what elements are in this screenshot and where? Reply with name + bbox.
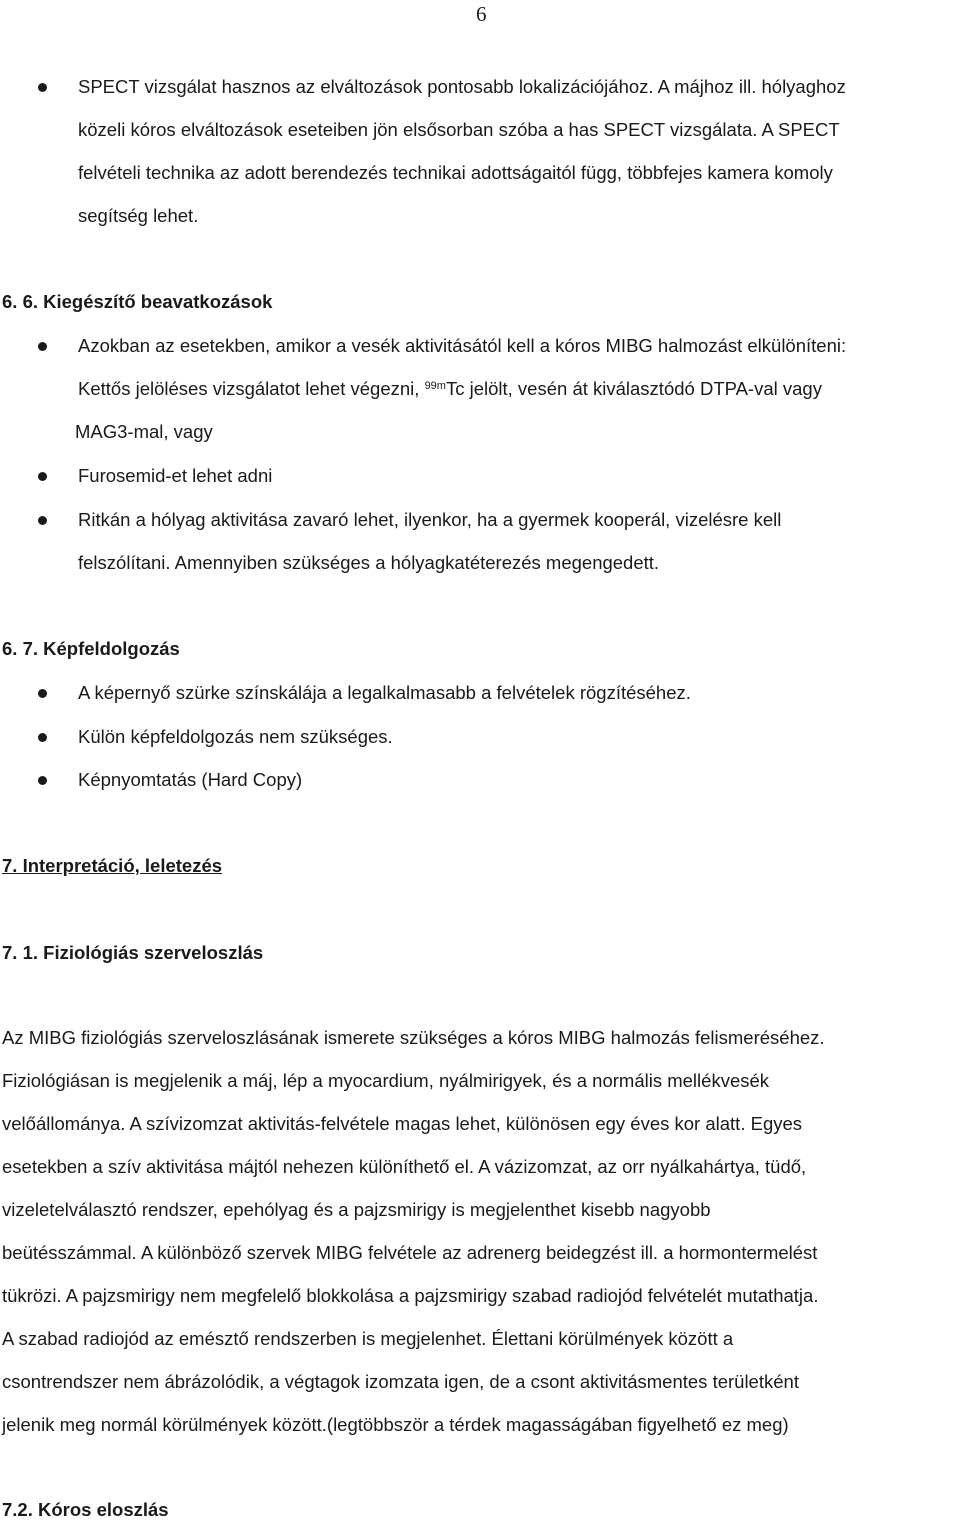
paragraph-line: jelenik meg normál körülmények között.(legtöbbször a térdek magasságában figyelhető ez meg) <box>2 1414 789 1435</box>
bullet <box>38 342 47 351</box>
section-heading-6-6: 6. 6. Kiegészítő beavatkozások <box>2 291 273 312</box>
section-heading-7-2: 7.2. Kóros eloszlás <box>2 1499 169 1520</box>
bullet <box>38 516 47 525</box>
bullet-3-line-1: Ritkán a hólyag aktivitása zavaró lehet, ilyenkor, ha a gyermek kooperál, vizelésre kell <box>78 509 782 530</box>
paragraph-line: Fiziológiásan is megjelenik a máj, lép a myocardium, nyálmirigyek, és a normális mellékvesék <box>2 1070 770 1091</box>
section-heading-6-7: 6. 7. Képfeldolgozás <box>2 638 180 659</box>
paragraph-line: vizeletelválasztó rendszer, epehólyag és a pajzsmirigy is megjelenthet kisebb nagyobb <box>2 1199 711 1220</box>
list-item: A képernyő szürke színskálája a legalkalmasabb a felvételek rögzítéséhez. <box>78 682 691 703</box>
paragraph-line: Az MIBG fiziológiás szerveloszlásának ismerete szükséges a kóros MIBG halmozás felismeréséhez. <box>2 1027 825 1048</box>
spect-line-2: közeli kóros elváltozások eseteiben jön elsősorban szóba a has SPECT vizsgálata. A SPECT <box>78 119 840 140</box>
bullet <box>38 83 47 92</box>
list-item: Képnyomtatás (Hard Copy) <box>78 769 303 790</box>
bullet <box>38 776 47 785</box>
isotope-superscript: 99m <box>424 380 446 392</box>
spect-line-1: SPECT vizsgálat hasznos az elváltozások pontosabb lokalizációjához. A májhoz ill. hólyaghoz <box>78 76 846 97</box>
bullet <box>38 689 47 698</box>
bullet-1-line-2: Kettős jelöléses vizsgálatot lehet végezni, $^{99m}$Tc jelölt, vesén át kiválasztódó DTPA-val vagy <box>78 378 822 399</box>
bullet-2: Furosemid-et lehet adni <box>78 465 273 486</box>
spect-line-4: segítség lehet. <box>78 205 199 226</box>
bullet-1-line-3: MAG3-mal, vagy <box>75 421 213 442</box>
page-number: 6 <box>476 2 487 26</box>
section-heading-7-1: 7. 1. Fiziológiás szerveloszlás <box>2 942 264 963</box>
bullet-1-line-1: Azokban az esetekben, amikor a vesék aktivitásától kell a kóros MIBG halmozást elkülöníteni: <box>78 335 847 356</box>
paragraph-line: velőállománya. A szívizomzat aktivitás-felvétele magas lehet, különösen egy éves kor alatt. Egyes <box>2 1113 803 1134</box>
bullet-3-line-2: felszólítani. Amennyiben szükséges a hólyagkatéterezés megengedett. <box>78 552 660 573</box>
bullet <box>38 472 47 481</box>
paragraph-line: csontrendszer nem ábrázolódik, a végtagok izomzata igen, de a csont aktivitásmentes területként <box>2 1371 799 1392</box>
paragraph-line: beütésszámmal. A különböző szervek MIBG felvétele az adrenerg beidegzést ill. a hormontermelést <box>2 1242 818 1263</box>
bullet <box>38 733 47 742</box>
paragraph-line: A szabad radiojód az emésztő rendszerben is megjelenhet. Élettani körülmények között a <box>2 1328 734 1349</box>
section-heading-7: 7. Interpretáció, leletezés <box>2 855 223 876</box>
paragraph-line: esetekben a szív aktivitása májtól nehezen különíthető el. A vázizomzat, az orr nyálkahártya, tüdő, <box>2 1156 807 1177</box>
spect-line-3: felvételi technika az adott berendezés technikai adottságaitól függ, többfejes kamera komoly <box>78 162 833 183</box>
list-item: Külön képfeldolgozás nem szükséges. <box>78 726 393 747</box>
paragraph-line: tükrözi. A pajzsmirigy nem megfelelő blokkolása a pajzsmirigy szabad radiojód felvételét mutathatja. <box>2 1285 819 1306</box>
